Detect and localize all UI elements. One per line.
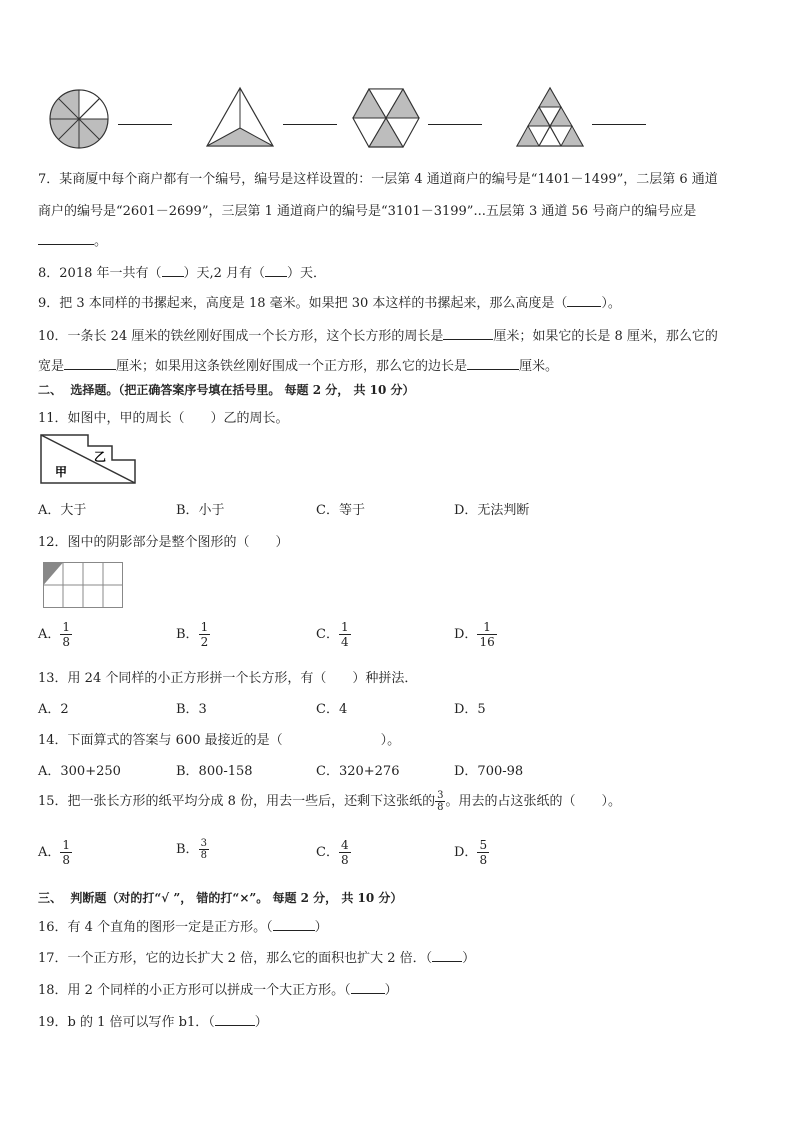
q11-option-d[interactable]: D．无法判断 xyxy=(454,503,530,518)
answer-blank[interactable] xyxy=(567,294,601,307)
q15-option-d[interactable]: D． $\frac{5}{8}$ xyxy=(454,838,488,867)
question-10-line-1: 10．一条长 24 厘米的铁丝刚好围成一个长方形，这个长方形的周长是 厘米；如果它的长是 8 厘米，那么它的 xyxy=(38,329,718,344)
question-19: 19．b 的 1 倍可以写作 b1．（ ） xyxy=(38,1015,268,1030)
question-14-stem: 14．下面算式的答案与 600 最接近的是（ ）。 xyxy=(38,733,401,748)
q13-option-b[interactable]: B．3 xyxy=(176,702,207,717)
question-7-line-3: 。 xyxy=(38,230,107,249)
answer-blank[interactable] xyxy=(432,949,462,962)
q14-option-c[interactable]: C．320+276 xyxy=(316,764,400,779)
grid-shaded-figure xyxy=(43,562,123,608)
question-7-line-1: 7．某商厦中每个商户都有一个编号，编号是这样设置的：一层第 4 通道商户的编号是“1401－1499”，二层第 6 通道 xyxy=(38,172,718,187)
answer-blank[interactable] xyxy=(38,232,94,245)
question-17: 17．一个正方形，它的边长扩大 2 倍，那么它的面积也扩大 2 倍．（ ） xyxy=(38,951,476,966)
question-11-stem: 11．如图中，甲的周长（ ）乙的周长。 xyxy=(38,411,289,426)
q12-option-b[interactable]: B． $\frac{1}{2}$ xyxy=(176,620,209,649)
q12-option-a[interactable]: A． $\frac{1}{8}$ xyxy=(38,620,71,649)
q12-option-c[interactable]: C． $\frac{1}{4}$ xyxy=(316,620,349,649)
question-18: 18．用 2 个同样的小正方形可以拼成一个大正方形。（ ） xyxy=(38,983,398,998)
q12-option-d[interactable]: D． $\frac{1}{16}$ xyxy=(454,620,495,649)
q15-option-c[interactable]: C． $\frac{4}{8}$ xyxy=(316,838,349,867)
label-jia: 甲 xyxy=(55,465,68,479)
triangle-thirds-figure xyxy=(205,86,275,148)
q11-option-b[interactable]: B．小于 xyxy=(176,503,225,518)
q11-option-c[interactable]: C．等于 xyxy=(316,503,365,518)
question-16: 16．有 4 个直角的图形一定是正方形。（ ） xyxy=(38,920,328,935)
hexagon-sixths-figure xyxy=(352,88,420,148)
answer-blank-1[interactable] xyxy=(118,124,172,125)
question-9: 9．把 3 本同样的书摞起来，高度是 18 毫米。如果把 30 本这样的书摞起来，那么高度是（ ）。 xyxy=(38,296,621,311)
answer-blank[interactable] xyxy=(162,264,184,277)
q14-option-d[interactable]: D．700-98 xyxy=(454,764,524,779)
answer-blank[interactable] xyxy=(351,981,385,994)
q14-option-a[interactable]: A．300+250 xyxy=(38,764,121,779)
label-yi: 乙 xyxy=(94,450,107,464)
question-7-line-2: 商户的编号是“2601－2699”，三层第 1 通道商户的编号是“3101－3199”...五层第 3 通道 56 号商户的编号应是 xyxy=(38,204,697,219)
q15-option-b[interactable]: B． $\frac{3}{8}$ xyxy=(176,838,207,861)
question-8: 8．2018 年一共有（ ）天,2 月有（ ）天． xyxy=(38,266,327,281)
perimeter-comparison-figure xyxy=(40,434,136,484)
q11-option-a[interactable]: A．大于 xyxy=(38,503,87,518)
q13-option-a[interactable]: A．2 xyxy=(38,702,69,717)
question-13-stem: 13．用 24 个同样的小正方形拼一个长方形，有（ ）种拼法． xyxy=(38,671,418,686)
question-10-line-2: 宽是 厘米；如果用这条铁丝刚好围成一个正方形，那么它的边长是 厘米。 xyxy=(38,359,559,374)
answer-blank[interactable] xyxy=(273,918,315,931)
triangle-ninths-figure xyxy=(516,86,584,148)
q14-option-b[interactable]: B．800-158 xyxy=(176,764,253,779)
answer-blank[interactable] xyxy=(443,327,493,340)
answer-blank-3[interactable] xyxy=(428,124,482,125)
section-2-heading: 二、 选择题。（把正确答案序号填在括号里。 每题 2 分， 共 10 分） xyxy=(38,383,415,397)
answer-blank[interactable] xyxy=(467,357,519,370)
question-15-stem: 15．把一张长方形的纸平均分成 8 份，用去一些后，还剩下这张纸的 $\frac{3}{8}$ 。用去的占这张纸的（ ）。 xyxy=(38,790,621,813)
answer-blank[interactable] xyxy=(64,357,116,370)
section-3-heading: 三、 判断题（对的打“√ ”， 错的打“×”。 每题 2 分， 共 10 分） xyxy=(38,891,403,905)
answer-blank[interactable] xyxy=(265,264,287,277)
answer-blank-2[interactable] xyxy=(283,124,337,125)
q13-option-d[interactable]: D．5 xyxy=(454,702,486,717)
question-12-stem: 12．图中的阴影部分是整个图形的（ ） xyxy=(38,535,289,550)
circle-eighths-figure xyxy=(48,88,110,150)
answer-blank-4[interactable] xyxy=(592,124,646,125)
q15-option-a[interactable]: A． $\frac{1}{8}$ xyxy=(38,838,71,867)
q13-option-c[interactable]: C．4 xyxy=(316,702,348,717)
answer-blank[interactable] xyxy=(215,1013,255,1026)
